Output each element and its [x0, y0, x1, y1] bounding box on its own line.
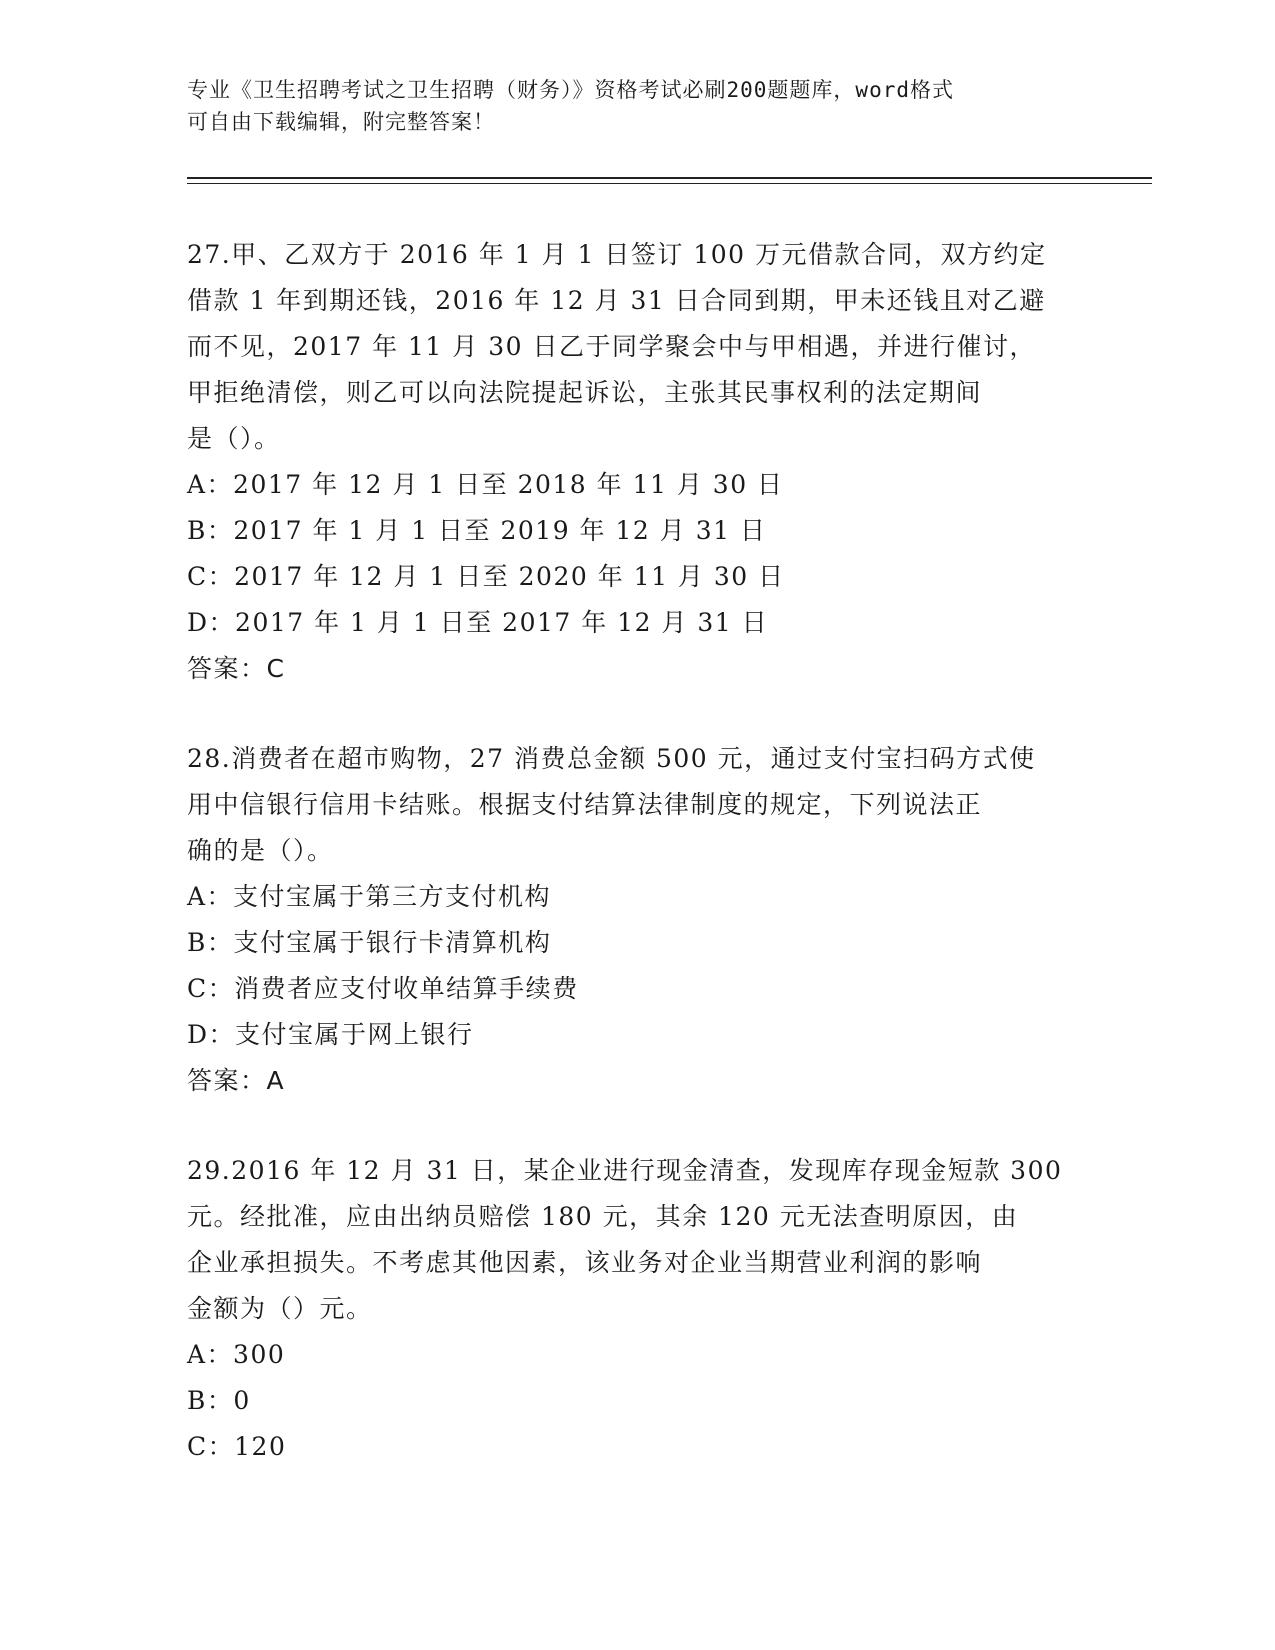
question-27 [187, 232, 1087, 692]
option-d: D：支付宝属于网上银行 [187, 1020, 474, 1049]
question-29 [187, 1148, 1087, 1470]
option-b: B：2017 年 1 月 1 日至 2019 年 12 月 31 日 [187, 516, 767, 545]
question-list [187, 232, 1087, 1514]
question-stem-line: 借款 1 年到期还钱，2016 年 12 月 31 日合同到期，甲未还钱且对乙避 [187, 286, 1046, 315]
document-header [187, 74, 1067, 138]
option-c: C：120 [187, 1432, 287, 1461]
option-b: B：0 [187, 1386, 251, 1415]
option-a: A：300 [187, 1340, 286, 1369]
header-divider-thin [187, 183, 1152, 184]
question-stem-line: 是（）。 [187, 424, 281, 453]
question-stem-line: 金额为（）元。 [187, 1294, 373, 1323]
option-c: C：消费者应支付收单结算手续费 [187, 974, 579, 1003]
option-b: B：支付宝属于银行卡清算机构 [187, 928, 552, 957]
header-line-1: 专业《卫生招聘考试之卫生招聘（财务）》资格考试必刷200题题库，word格式 [187, 78, 954, 102]
answer-label: 答案：C [187, 654, 286, 683]
option-d: D：2017 年 1 月 1 日至 2017 年 12 月 31 日 [187, 608, 769, 637]
question-stem-line: 用中信银行信用卡结账。根据支付结算法律制度的规定，下列说法正 [187, 790, 983, 819]
question-stem-line: 甲拒绝清偿，则乙可以向法院提起诉讼，主张其民事权利的法定期间 [187, 378, 983, 407]
answer-label: 答案：A [187, 1066, 286, 1095]
option-c: C：2017 年 12 月 1 日至 2020 年 11 月 30 日 [187, 562, 785, 591]
question-stem-line: 而不见，2017 年 11 月 30 日乙于同学聚会中与甲相遇，并进行催讨， [187, 332, 1036, 361]
header-divider-thick [187, 177, 1152, 179]
header-line-2: 可自由下载编辑，附完整答案！ [187, 110, 495, 134]
question-stem-line: 29.2016 年 12 月 31 日，某企业进行现金清查，发现库存现金短款 300 [187, 1156, 1063, 1185]
option-a: A：支付宝属于第三方支付机构 [187, 882, 552, 911]
question-stem-line: 企业承担损失。不考虑其他因素，该业务对企业当期营业利润的影响 [187, 1248, 983, 1277]
option-a: A：2017 年 12 月 1 日至 2018 年 11 月 30 日 [187, 470, 784, 499]
question-stem-line: 确的是（）。 [187, 836, 334, 865]
question-stem-line: 元。经批准，应由出纳员赔偿 180 元，其余 120 元无法查明原因，由 [187, 1202, 1019, 1231]
question-stem-line: 28.消费者在超市购物，27 消费总金额 500 元，通过支付宝扫码方式使 [187, 744, 1036, 773]
question-28 [187, 736, 1087, 1104]
question-stem-line: 27.甲、乙双方于 2016 年 1 月 1 日签订 100 万元借款合同，双方约定 [187, 240, 1047, 269]
